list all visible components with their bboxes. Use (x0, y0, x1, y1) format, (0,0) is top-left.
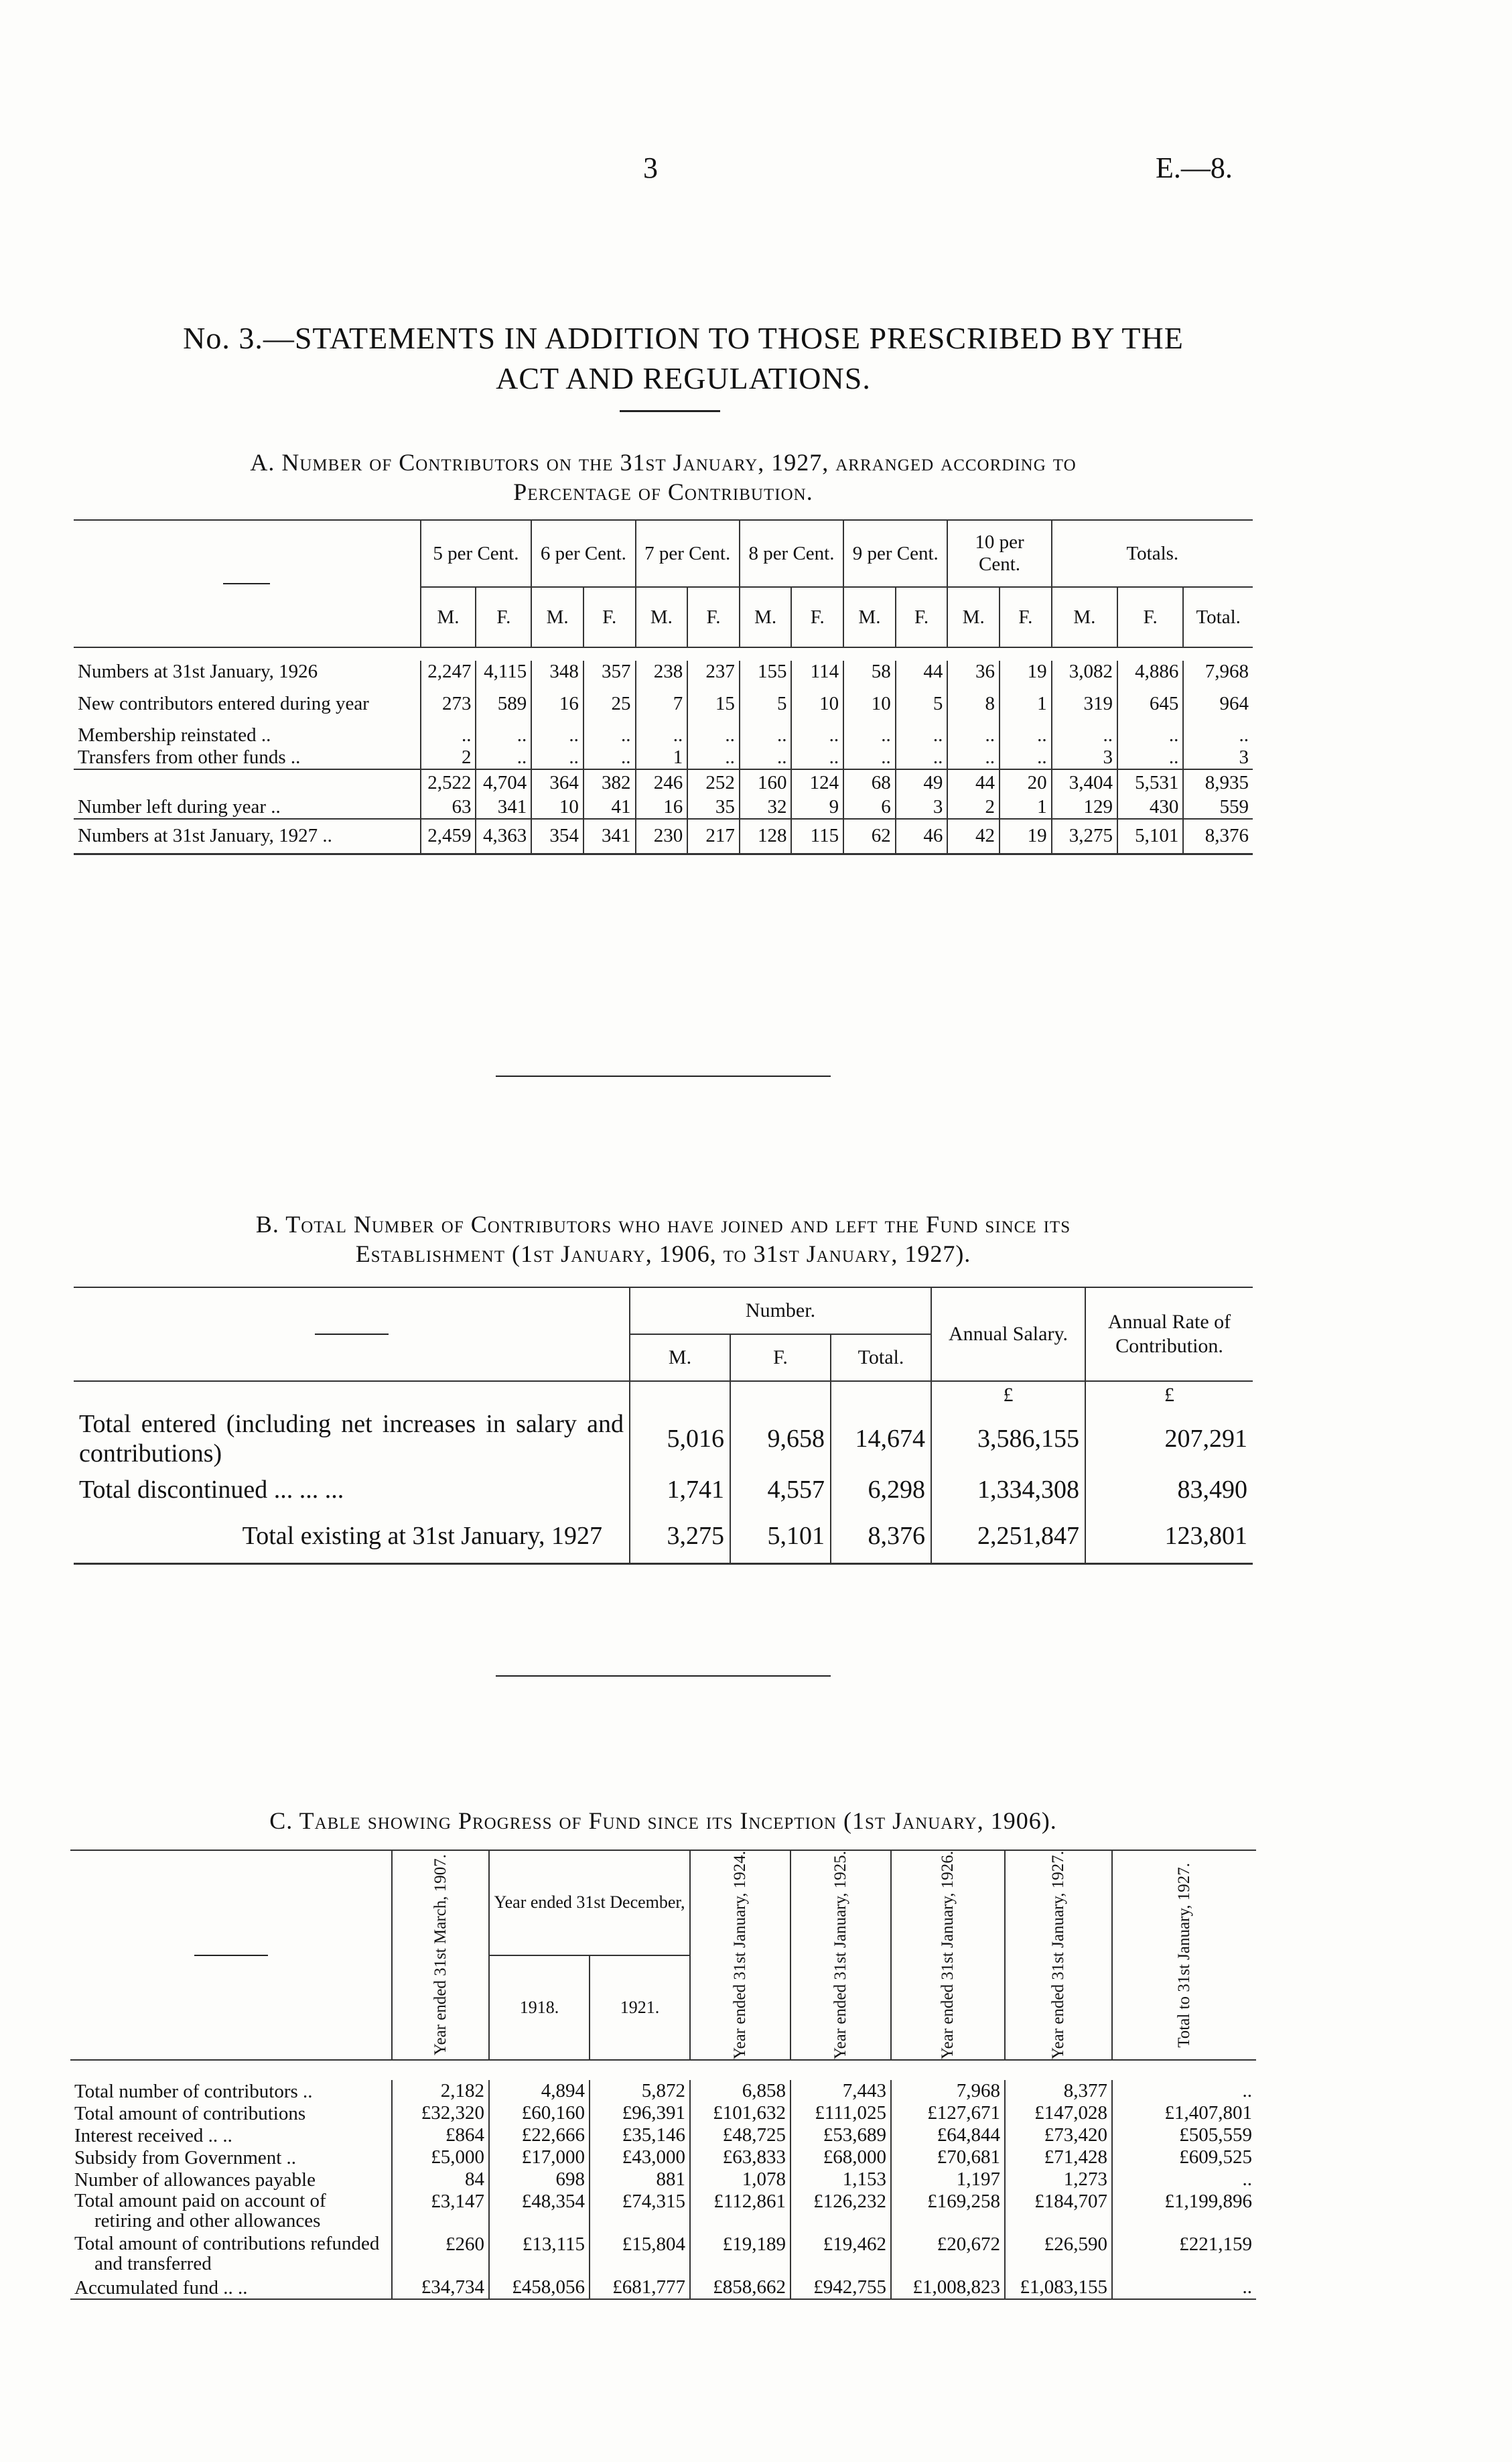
table-a-cell: 252 (687, 769, 740, 796)
table-a-cell: 128 (740, 819, 792, 854)
table-c-year-header: 1918. (489, 1955, 590, 2061)
table-b-cell: 207,291 (1085, 1408, 1253, 1470)
section-divider (496, 1675, 831, 1677)
table-a-row (74, 819, 1253, 854)
table-a-cell: .. (740, 747, 792, 769)
table-c-cell: £184,707 (1005, 2191, 1112, 2233)
table-b-spacer (630, 1381, 730, 1408)
table-a-cell: 41 (583, 796, 636, 819)
section-b-title-line-2: Establishment (1st January, 1906, to 31st January, 1927). (355, 1240, 971, 1267)
table-a-cell: 589 (476, 683, 531, 724)
table-a-row (74, 724, 1253, 747)
table-a-cell: 32 (740, 796, 792, 819)
table-a-row-label: Transfers from other funds .. (78, 747, 301, 768)
table-a-group-header: Totals. (1052, 520, 1253, 587)
table-c-cell: £505,559 (1112, 2124, 1256, 2146)
table-c-cell: £3,147 (392, 2191, 489, 2233)
table-a-cell: 354 (531, 819, 583, 854)
table-c-row-label: Accumulated fund .. .. (74, 2276, 248, 2298)
table-c-cell: 8,377 (1005, 2080, 1112, 2102)
table-a-cell: 44 (947, 769, 1000, 796)
table-c-cell: 7,443 (791, 2080, 891, 2102)
table-a-cell: .. (896, 747, 948, 769)
table-c-cell: 5,872 (590, 2080, 690, 2102)
table-a-subheader: M. (1052, 587, 1117, 647)
table-a-cell: 4,704 (476, 769, 531, 796)
table-a-row (74, 661, 1253, 683)
table-a-group-header: 8 per Cent. (740, 520, 843, 587)
table-c-col-header-text: Year ended 31st January, 1927. (1049, 1851, 1067, 2060)
table-c-col-header (392, 1850, 489, 2060)
table-a-subheader: M. (843, 587, 896, 647)
table-a-subheader: M. (947, 587, 1000, 647)
table-a-cell: 19 (1000, 819, 1052, 854)
table-c-cell: 698 (489, 2168, 590, 2191)
table-a-cell: 46 (896, 819, 948, 854)
table-c-cell: £68,000 (791, 2146, 891, 2168)
table-c-cell: £48,725 (690, 2124, 791, 2146)
table-a-cell: 217 (687, 819, 740, 854)
table-a-cell: 36 (947, 661, 1000, 683)
table-a-cell: .. (791, 747, 843, 769)
table-b-cell: 1,334,308 (931, 1470, 1085, 1510)
table-c-cell: £48,354 (489, 2191, 590, 2233)
table-b-cell: 83,490 (1085, 1470, 1253, 1510)
table-c-cell: £35,146 (590, 2124, 690, 2146)
table-a-cell: 114 (791, 661, 843, 683)
table-a-cell: 559 (1183, 796, 1253, 819)
table-a-cell: 5 (740, 683, 792, 724)
table-a-cell: 3,082 (1052, 661, 1117, 683)
table-a-cell: 357 (583, 661, 636, 683)
table-c-row (70, 2102, 1256, 2124)
table-a-cell: 8,376 (1183, 819, 1253, 854)
table-c-cell: £34,734 (392, 2276, 489, 2299)
table-a-cell: 8 (947, 683, 1000, 724)
table-b-m-header: M. (630, 1334, 730, 1381)
table-b-rate-header: Annual Rate of Contribution. (1085, 1287, 1253, 1381)
table-a-cell: 364 (531, 769, 583, 796)
table-a-cell: 25 (583, 683, 636, 724)
table-a-cell: .. (843, 724, 896, 747)
table-a-cell: 129 (1052, 796, 1117, 819)
table-b-cell: 123,801 (1085, 1510, 1253, 1563)
table-a-row-label (74, 769, 421, 796)
table-b-cell: 5,016 (630, 1408, 730, 1470)
table-a-cell: 273 (421, 683, 476, 724)
section-b-title-line-1: B. Total Number of Contributors who have joined and left the Fund since its (255, 1211, 1071, 1238)
table-a-row-label: Membership reinstated .. (78, 724, 271, 746)
table-b-cell: 14,674 (831, 1408, 931, 1470)
table-c-col-header (1005, 1850, 1112, 2060)
table-a-subheader: F. (1117, 587, 1183, 647)
table-a-cell: 58 (843, 661, 896, 683)
table-a-cell: 3,275 (1052, 819, 1117, 854)
table-a-subheader: F. (896, 587, 948, 647)
table-c-cell: £22,666 (489, 2124, 590, 2146)
table-a-cell: .. (531, 747, 583, 769)
table-c-cell: .. (1112, 2168, 1256, 2191)
table-a-cell: 4,886 (1117, 661, 1183, 683)
table-a-cell: 964 (1183, 683, 1253, 724)
page-title (74, 318, 1293, 399)
table-a-cell: .. (896, 724, 948, 747)
table-a-cell: .. (476, 747, 531, 769)
table-c-col-header (791, 1850, 891, 2060)
table-b-row-label: Total entered (including net increases in salary and contributions) (79, 1410, 624, 1468)
table-c-stub-header (70, 1850, 392, 2060)
table-c-cell: £32,320 (392, 2102, 489, 2124)
table-a-cell: 16 (531, 683, 583, 724)
table-a-subheader: F. (687, 587, 740, 647)
table-a-subheader: M. (636, 587, 688, 647)
table-c-cell: £101,632 (690, 2102, 791, 2124)
table-a-cell: 348 (531, 661, 583, 683)
table-a-group-header: 9 per Cent. (843, 520, 947, 587)
table-a-cell: 124 (791, 769, 843, 796)
table-a-cell: 2 (421, 747, 476, 769)
table-a-subheader: Total. (1183, 587, 1253, 647)
table-c-cell: £1,083,155 (1005, 2276, 1112, 2299)
table-c-cell: 6,858 (690, 2080, 791, 2102)
table-c-col-header-text: Year ended 31st January, 1925. (831, 1851, 849, 2060)
table-c-cell: £73,420 (1005, 2124, 1112, 2146)
table-a-cell: 10 (531, 796, 583, 819)
table-a-cell: 2,522 (421, 769, 476, 796)
table-a-cell: 1 (1000, 796, 1052, 819)
table-c-cell: £126,232 (791, 2191, 891, 2233)
table-c-cell: £609,525 (1112, 2146, 1256, 2168)
table-a-cell: 238 (636, 661, 688, 683)
table-c-cell: 1,153 (791, 2168, 891, 2191)
table-b-salary-header: Annual Salary. (931, 1287, 1085, 1381)
table-b-cell: 6,298 (831, 1470, 931, 1510)
table-a-cell: .. (687, 724, 740, 747)
table-a-cell: 49 (896, 769, 948, 796)
table-a-cell: 3,404 (1052, 769, 1117, 796)
table-a-cell: 2,247 (421, 661, 476, 683)
table-a-cell: .. (583, 724, 636, 747)
table-a-cell: 4,363 (476, 819, 531, 854)
table-c-cell: 1,197 (891, 2168, 1005, 2191)
table-c-row-label: Number of allowances payable (74, 2168, 316, 2191)
table-c-cell: 7,968 (891, 2080, 1005, 2102)
table-c-cell: £5,000 (392, 2146, 489, 2168)
table-c-spacer (70, 2060, 1256, 2080)
table-c-cell: £858,662 (690, 2276, 791, 2299)
table-b-cell: 3,275 (630, 1510, 730, 1563)
table-a-cell: .. (791, 724, 843, 747)
table-c-col-header (690, 1850, 791, 2060)
table-b-cell: 2,251,847 (931, 1510, 1085, 1563)
table-c-cell: £112,861 (690, 2191, 791, 2233)
table-c-cell: £63,833 (690, 2146, 791, 2168)
section-b-title (74, 1210, 1253, 1269)
table-c-row (70, 2080, 1256, 2102)
table-a-cell: 5,101 (1117, 819, 1183, 854)
table-a-cell: 645 (1117, 683, 1183, 724)
table-c-cell: £17,000 (489, 2146, 590, 2168)
table-a-cell: .. (947, 724, 1000, 747)
table-a-cell: 341 (476, 796, 531, 819)
table-a-subheader: F. (1000, 587, 1052, 647)
table-b-stub-header (74, 1287, 630, 1381)
table-a-row (74, 747, 1253, 769)
table-c-row-label: Total amount of contributions refunded and transferred (74, 2233, 380, 2275)
table-c-progress-of-fund (70, 1850, 1256, 2300)
table-a-cell: 1 (636, 747, 688, 769)
table-a-cell: .. (636, 724, 688, 747)
table-c-cell: £13,115 (489, 2233, 590, 2276)
table-a-cell: .. (1000, 747, 1052, 769)
table-c-cell: 2,182 (392, 2080, 489, 2102)
table-a-cell: 7,968 (1183, 661, 1253, 683)
table-c-cell: £60,160 (489, 2102, 590, 2124)
table-c-cell: £1,008,823 (891, 2276, 1005, 2299)
table-c-cell: £15,804 (590, 2233, 690, 2276)
table-c-row (70, 2146, 1256, 2168)
table-a-cell: .. (740, 724, 792, 747)
table-a-subheader: M. (531, 587, 583, 647)
table-a-cell: 341 (583, 819, 636, 854)
table-a-subheader: M. (421, 587, 476, 647)
section-a-title (74, 448, 1253, 507)
table-c-row-label: Total number of contributors .. (74, 2080, 313, 2102)
table-c-row (70, 2233, 1256, 2276)
table-c-cell: £864 (392, 2124, 489, 2146)
table-a-cell: 68 (843, 769, 896, 796)
table-c-cell: 84 (392, 2168, 489, 2191)
table-a-cell: 5,531 (1117, 769, 1183, 796)
table-c-cell: £127,671 (891, 2102, 1005, 2124)
table-c-cell: 1,078 (690, 2168, 791, 2191)
table-a-cell: 15 (687, 683, 740, 724)
section-divider (496, 1076, 831, 1077)
table-c-cell: £458,056 (489, 2276, 590, 2299)
section-c-title: C. Table showing Progress of Fund since its Inception (1st January, 1906). (269, 1807, 1057, 1834)
table-b-cell: 1,741 (630, 1470, 730, 1510)
table-c-row-label: Subsidy from Government .. (74, 2146, 297, 2168)
table-a-cell: .. (1117, 724, 1183, 747)
table-a-cell: 16 (636, 796, 688, 819)
table-c-col-header (1112, 1850, 1256, 2060)
table-b-f-header: F. (730, 1334, 831, 1381)
table-c-cell: 881 (590, 2168, 690, 2191)
table-a-cell: 160 (740, 769, 792, 796)
table-c-cell: £64,844 (891, 2124, 1005, 2146)
table-c-cell: .. (1112, 2276, 1256, 2299)
table-c-cell: £221,159 (1112, 2233, 1256, 2276)
table-c-cell: £111,025 (791, 2102, 891, 2124)
table-c-col-header-text: Year ended 31st March, 1907. (431, 1854, 450, 2056)
title-divider (620, 410, 720, 412)
table-a-group-header: 6 per Cent. (531, 520, 635, 587)
table-c-cell: £1,199,896 (1112, 2191, 1256, 2233)
table-c-cell: £19,189 (690, 2233, 791, 2276)
table-b-contributors-joined-left (74, 1287, 1253, 1565)
table-a-cell: .. (583, 747, 636, 769)
table-b-number-header: Number. (630, 1287, 931, 1334)
table-c-dec-header: Year ended 31st December, (489, 1850, 690, 1955)
table-a-cell: 3 (1183, 747, 1253, 769)
table-a-cell: 2 (947, 796, 1000, 819)
table-a-cell: 230 (636, 819, 688, 854)
page-title-line-2: ACT AND REGULATIONS. (496, 361, 871, 395)
table-a-group-header: 5 per Cent. (421, 520, 532, 587)
table-b-cell: 8,376 (831, 1510, 931, 1563)
table-b-spacer (831, 1381, 931, 1408)
table-c-cell: £70,681 (891, 2146, 1005, 2168)
table-a-cell: .. (531, 724, 583, 747)
table-c-cell: £53,689 (791, 2124, 891, 2146)
table-c-row-label: Total amount paid on account of retiring and other allowances (74, 2190, 326, 2232)
table-a-cell: 62 (843, 819, 896, 854)
table-c-cell: £169,258 (891, 2191, 1005, 2233)
table-a-cell: .. (421, 724, 476, 747)
table-c-cell: £20,672 (891, 2233, 1005, 2276)
table-c-cell: £260 (392, 2233, 489, 2276)
table-a-cell: 42 (947, 819, 1000, 854)
table-c-cell: £74,315 (590, 2191, 690, 2233)
table-b-total-header: Total. (831, 1334, 931, 1381)
table-a-cell: 20 (1000, 769, 1052, 796)
table-a-cell: 2,459 (421, 819, 476, 854)
table-a-spacer (74, 647, 1253, 661)
table-a-cell: 5 (896, 683, 948, 724)
table-a-row-label: Numbers at 31st January, 1926 (78, 661, 318, 682)
table-b-cell: 3,586,155 (931, 1408, 1085, 1470)
table-a-subheader: F. (791, 587, 843, 647)
table-a-cell: .. (476, 724, 531, 747)
table-a-cell: 44 (896, 661, 948, 683)
table-c-cell: 1,273 (1005, 2168, 1112, 2191)
table-c-cell: .. (1112, 2080, 1256, 2102)
table-c-cell: £147,028 (1005, 2102, 1112, 2124)
table-c-cell: £26,590 (1005, 2233, 1112, 2276)
table-a-row-label: New contributors entered during year (78, 693, 369, 714)
table-c-row (70, 2276, 1256, 2299)
table-c-cell: £96,391 (590, 2102, 690, 2124)
table-a-cell: 35 (687, 796, 740, 819)
table-a-row-label: Numbers at 31st January, 1927 .. (78, 825, 332, 847)
table-c-cell: £19,462 (791, 2233, 891, 2276)
table-a-cell: 6 (843, 796, 896, 819)
table-c-col-header-text: Year ended 31st January, 1924. (731, 1851, 749, 2060)
table-a-group-header: 7 per Cent. (636, 520, 740, 587)
table-b-cell: 5,101 (730, 1510, 831, 1563)
table-b-currency: £ (931, 1381, 1085, 1408)
table-c-row (70, 2168, 1256, 2191)
table-c-cell: £681,777 (590, 2276, 690, 2299)
table-a-subheader: F. (476, 587, 531, 647)
table-b-row-label: Total discontinued ... ... ... (79, 1476, 344, 1504)
table-c-col-header-text: Total to 31st January, 1927. (1175, 1862, 1193, 2048)
table-b-currency: £ (1085, 1381, 1253, 1408)
table-a-cell: 382 (583, 769, 636, 796)
page-number: 3 (643, 151, 658, 184)
table-a-cell: .. (843, 747, 896, 769)
table-c-row-label: Interest received .. .. (74, 2124, 232, 2146)
table-a-stub-header (74, 520, 421, 647)
table-a-cell: .. (1183, 724, 1253, 747)
table-a-cell: 155 (740, 661, 792, 683)
table-c-col-header-text: Year ended 31st January, 1926. (939, 1851, 957, 2060)
table-b-spacer (74, 1381, 630, 1408)
table-a-subheader: F. (583, 587, 636, 647)
table-c-cell: £43,000 (590, 2146, 690, 2168)
table-a-cell: 19 (1000, 661, 1052, 683)
table-c-row (70, 2124, 1256, 2146)
table-a-group-header: 10 per Cent. (947, 520, 1051, 587)
table-a-cell: .. (1117, 747, 1183, 769)
table-a-cell: 1 (1000, 683, 1052, 724)
page-reference: E.—8. (1156, 151, 1233, 184)
table-a-cell: 246 (636, 769, 688, 796)
table-c-col-header (891, 1850, 1005, 2060)
table-a-cell: 3 (896, 796, 948, 819)
table-b-cell: 4,557 (730, 1470, 831, 1510)
table-a-cell: .. (1052, 724, 1117, 747)
table-c-cell: £71,428 (1005, 2146, 1112, 2168)
table-a-cell: 7 (636, 683, 688, 724)
table-c-year-header: 1921. (590, 1955, 690, 2061)
table-a-cell: 430 (1117, 796, 1183, 819)
table-c-cell: 4,894 (489, 2080, 590, 2102)
table-a-row (74, 683, 1253, 724)
table-a-cell: .. (687, 747, 740, 769)
table-c-row-label: Total amount of contributions (74, 2102, 306, 2124)
table-a-cell: 3 (1052, 747, 1117, 769)
table-a-row (74, 796, 1253, 819)
section-a-title-line-1: A. Number of Contributors on the 31st January, 1927, arranged according to (250, 449, 1077, 476)
table-a-cell: 319 (1052, 683, 1117, 724)
table-b-cell: 9,658 (730, 1408, 831, 1470)
table-b-row-label: Total existing at 31st January, 1927 (242, 1522, 602, 1551)
section-a-title-line-2: Percentage of Contribution. (513, 478, 813, 505)
table-c-cell: £1,407,801 (1112, 2102, 1256, 2124)
table-a-cell: 237 (687, 661, 740, 683)
table-a-subheader: M. (740, 587, 792, 647)
table-c-cell: £942,755 (791, 2276, 891, 2299)
table-a-contributors-by-percentage (74, 519, 1253, 855)
table-a-cell: 4,115 (476, 661, 531, 683)
table-a-cell: 115 (791, 819, 843, 854)
table-a-cell: 10 (843, 683, 896, 724)
table-a-cell: 9 (791, 796, 843, 819)
table-a-row (74, 769, 1253, 796)
table-a-cell: 8,935 (1183, 769, 1253, 796)
table-c-row (70, 2191, 1256, 2233)
table-a-cell: .. (947, 747, 1000, 769)
table-a-cell: .. (1000, 724, 1052, 747)
table-a-cell: 63 (421, 796, 476, 819)
page-title-line-1: No. 3.—STATEMENTS IN ADDITION TO THOSE PRESCRIBED BY THE (183, 321, 1184, 355)
table-a-cell: 10 (791, 683, 843, 724)
table-a-row-label: Number left during year .. (78, 796, 281, 818)
table-b-spacer (730, 1381, 831, 1408)
